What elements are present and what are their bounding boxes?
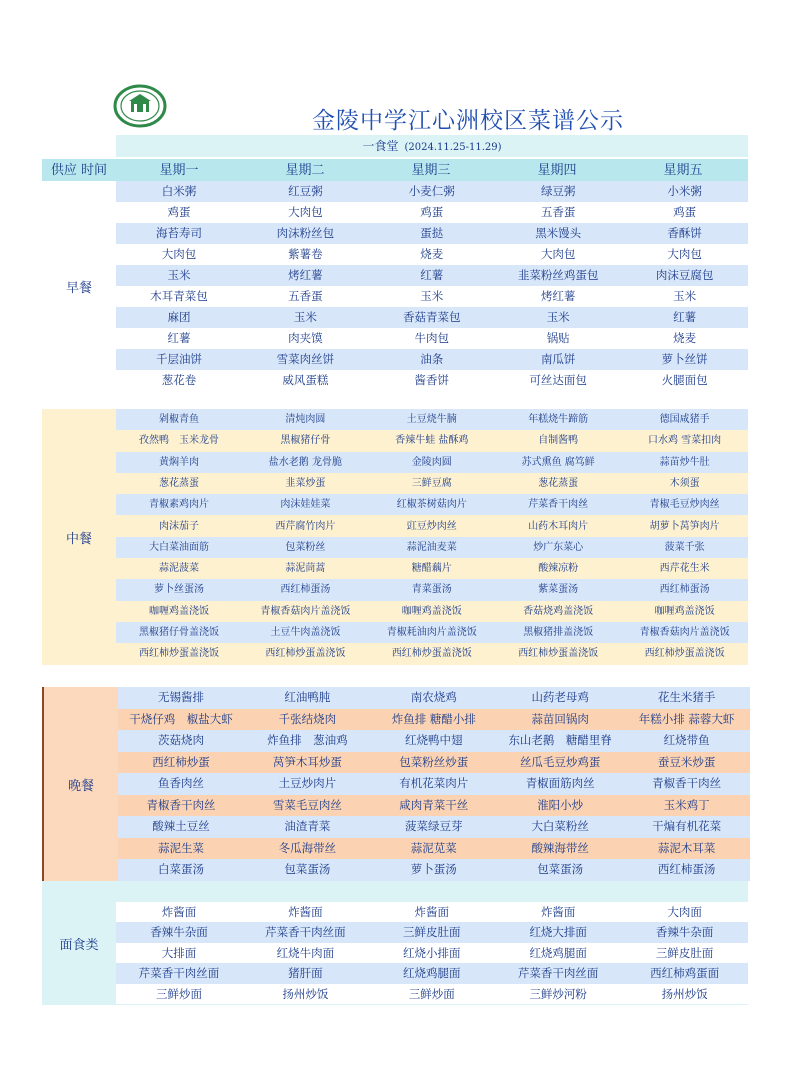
day-header-thu: 星期四 <box>537 163 577 178</box>
dish-cell-tue: 炸鱼排 葱油鸡 <box>267 733 348 747</box>
dish-cell-fri: 年糕小排 蒜蓉大虾 <box>638 711 735 726</box>
dish-cell-wed: 青菜蛋汤 <box>411 584 452 596</box>
dish-cell-wed: 青椒耗油肉片盖浇饭 <box>386 627 477 638</box>
dish-cell-thu: 丝瓜毛豆炒鸡蛋 <box>519 754 601 769</box>
dish-cell-mon: 肉沫茄子 <box>159 520 199 532</box>
menu-row <box>118 795 750 817</box>
menu-row <box>116 409 748 430</box>
dish-cell-tue: 韭菜炒蛋 <box>285 477 326 489</box>
menu-row <box>116 537 748 558</box>
dish-cell-tue: 紫薯卷 <box>288 247 323 261</box>
dish-cell-fri: 蒜苗炒牛肚 <box>659 456 710 468</box>
dish-cell-mon: 无锡酱排 <box>158 690 204 704</box>
dish-cell-fri: 三鲜皮肚面 <box>655 945 714 960</box>
dish-cell-fri: 西红柿鸡蛋面 <box>650 966 720 980</box>
dish-cell-mon: 黑椒猪仔骨盖浇饭 <box>139 627 219 638</box>
dish-cell-thu: 三鲜炒河粉 <box>529 986 587 1001</box>
menu-row <box>116 286 748 307</box>
dish-cell-wed: 红椒茶树菇肉片 <box>396 499 467 511</box>
dish-cell-wed: 金陵肉圆 <box>411 456 452 468</box>
dish-cell-tue: 玉米 <box>293 310 317 324</box>
dish-cell-mon: 炸酱面 <box>161 904 197 919</box>
dish-cell-thu: 蒜苗回锅肉 <box>531 711 589 726</box>
dish-cell-mon: 大排面 <box>161 945 197 960</box>
dish-cell-mon: 蒜泥生菜 <box>158 840 204 855</box>
dish-cell-wed: 土豆烧牛腩 <box>406 414 457 425</box>
dish-cell-thu: 苏式熏鱼 腐笃鲜 <box>521 456 595 468</box>
dish-cell-tue: 清炖肉圆 <box>285 414 326 425</box>
dish-cell-tue: 烤红薯 <box>288 268 323 282</box>
menu-row <box>116 244 748 265</box>
dish-cell-mon: 海苔寿司 <box>156 226 202 240</box>
dish-cell-mon: 芹菜香干肉丝面 <box>138 966 220 980</box>
menu-row <box>116 922 748 943</box>
dish-cell-fri: 青椒毛豆炒肉丝 <box>649 499 720 511</box>
dish-cell-tue: 西红柿炒蛋盖浇饭 <box>265 648 346 660</box>
school-logo <box>113 84 167 128</box>
dish-cell-tue: 红油鸭肫 <box>284 690 331 704</box>
dish-cell-thu: 黑椒猪排盖浇饭 <box>523 627 594 638</box>
dish-cell-fri: 大肉包 <box>667 247 702 261</box>
dish-cell-wed: 咖喱鸡盖浇饭 <box>401 605 462 617</box>
dish-cell-wed: 三鲜皮肚面 <box>403 925 461 939</box>
meal-label-breakfast: 早餐 <box>65 281 92 296</box>
dish-cell-tue: 土豆炒肉片 <box>278 776 337 790</box>
dish-cell-mon: 三鲜炒面 <box>156 986 202 1001</box>
menu-row <box>118 730 750 752</box>
dish-cell-fri: 小米粥 <box>667 184 702 198</box>
dish-cell-mon: 玉米 <box>167 268 191 282</box>
menu-row <box>116 430 748 451</box>
menu-row <box>116 601 748 622</box>
dish-cell-mon: 咖喱鸡盖浇饭 <box>149 605 209 617</box>
dish-cell-wed: 蒜泥苋菜 <box>410 840 457 855</box>
menu-row <box>116 452 748 473</box>
dish-cell-thu: 淮阳小炒 <box>537 797 584 812</box>
dish-cell-wed: 牛肉包 <box>414 331 450 345</box>
dish-cell-mon: 剁椒青鱼 <box>159 414 199 425</box>
dish-cell-tue: 包菜粉丝 <box>285 541 326 553</box>
dish-cell-thu: 年糕烧牛蹄筋 <box>528 414 589 425</box>
dish-cell-tue: 肉沫娃娃菜 <box>280 499 331 511</box>
menu-row <box>118 752 750 774</box>
dish-cell-tue: 炸酱面 <box>288 904 323 919</box>
dish-cell-mon: 鱼香肉丝 <box>158 776 204 790</box>
dish-cell-fri: 西芹花生米 <box>659 563 710 575</box>
dish-cell-wed: 红烧鸭中翅 <box>405 733 463 747</box>
dish-cell-fri: 红薯 <box>673 310 697 324</box>
dish-cell-fri: 蒜泥木耳菜 <box>657 840 716 855</box>
meal-label-noodle: 面食类 <box>59 938 99 953</box>
dish-cell-mon: 白菜蛋汤 <box>158 862 204 876</box>
menu-row <box>116 516 748 537</box>
dish-cell-tue: 五香蛋 <box>288 289 323 303</box>
dish-cell-tue: 芹菜香干肉丝面 <box>265 925 346 939</box>
dish-cell-wed: 蛋挞 <box>420 226 444 240</box>
dish-cell-tue: 红烧牛肉面 <box>276 945 335 960</box>
dish-cell-tue: 千张结烧肉 <box>278 711 337 726</box>
dish-cell-mon: 大肉包 <box>161 247 197 261</box>
dish-cell-wed: 炸酱面 <box>414 904 450 919</box>
dish-cell-mon: 西红柿炒蛋 <box>152 754 210 769</box>
dish-cell-thu: 香菇烧鸡盖浇饭 <box>523 605 594 617</box>
menu-row <box>118 773 750 795</box>
dish-cell-mon: 萝卜丝蛋汤 <box>154 584 204 596</box>
dish-cell-mon: 茨菇烧肉 <box>158 733 204 747</box>
dish-cell-wed: 三鲜炒面 <box>408 986 455 1001</box>
dish-cell-thu: 可丝达面包 <box>529 373 587 387</box>
dish-cell-mon: 黄焖羊肉 <box>159 456 199 468</box>
page-title: 金陵中学江心洲校区菜谱公示 <box>312 108 624 134</box>
dish-cell-thu: 芹菜香干肉丝面 <box>517 966 599 980</box>
dish-cell-thu: 紫菜蛋汤 <box>538 584 579 596</box>
dish-cell-fri: 大肉面 <box>667 904 702 919</box>
meal-label-dinner: 晚餐 <box>67 779 94 794</box>
dish-cell-tue: 西芹腐竹肉片 <box>275 520 336 532</box>
dish-cell-fri: 菠菜千张 <box>664 541 705 553</box>
dish-cell-mon: 白米粥 <box>161 184 197 198</box>
dish-cell-tue: 雪菜肉丝饼 <box>276 352 335 366</box>
dish-cell-wed: 烧麦 <box>420 247 444 261</box>
dish-cell-wed: 三鲜豆腐 <box>411 477 452 489</box>
dish-cell-tue: 红豆粥 <box>288 184 323 198</box>
dish-cell-tue: 冬瓜海带丝 <box>278 840 337 855</box>
menu-row <box>118 687 750 709</box>
meal-label-lunch: 中餐 <box>65 532 92 547</box>
menu-row <box>116 473 748 494</box>
dish-cell-tue: 盐水老鹅 龙骨脆 <box>268 456 342 468</box>
dish-cell-tue: 黑椒猪仔骨 <box>280 435 331 447</box>
dish-cell-tue: 油渣青菜 <box>284 819 331 833</box>
dish-cell-thu: 包菜蛋汤 <box>537 862 584 876</box>
dish-cell-thu: 红烧大排面 <box>529 925 587 939</box>
dish-cell-wed: 红烧小排面 <box>403 945 461 960</box>
menu-row <box>116 328 748 349</box>
dish-cell-mon: 青椒香干肉丝 <box>146 797 216 812</box>
supply-time-header: 供应 时间 <box>50 163 108 178</box>
menu-row <box>116 963 748 984</box>
menu-row <box>118 816 750 838</box>
dish-cell-mon: 孜然鸭 玉米龙骨 <box>139 435 219 447</box>
dish-cell-tue: 大肉包 <box>288 205 323 219</box>
menu-row <box>116 349 748 370</box>
dish-cell-fri: 花生米猪手 <box>657 690 716 704</box>
dish-cell-fri: 青椒香菇肉片盖浇饭 <box>639 627 730 638</box>
day-header-wed: 星期三 <box>411 163 451 178</box>
dish-cell-wed: 蒜泥油麦菜 <box>406 541 457 553</box>
dish-cell-mon: 木耳青菜包 <box>150 289 208 303</box>
dish-cell-thu: 东山老鹅 糖醋里脊 <box>508 733 612 747</box>
dish-cell-fri: 口水鸡 雪菜扣肉 <box>648 435 722 447</box>
dish-cell-thu: 葱花蒸蛋 <box>538 477 579 489</box>
dish-cell-fri: 扬州炒饭 <box>661 986 708 1001</box>
dish-cell-fri: 咖喱鸡盖浇饭 <box>654 605 715 617</box>
dish-cell-wed: 红薯 <box>420 268 444 282</box>
section-noodle <box>42 881 748 1005</box>
dish-cell-fri: 西红柿蛋汤 <box>657 862 716 876</box>
dish-cell-wed: 糖醋藕片 <box>411 563 452 575</box>
dish-cell-thu: 芹菜香干肉丝 <box>528 499 589 511</box>
dish-cell-fri: 西红柿炒蛋盖浇饭 <box>644 648 725 660</box>
dish-cell-fri: 红烧带鱼 <box>663 733 710 747</box>
dish-cell-fri: 香辣牛杂面 <box>655 925 714 939</box>
menu-row <box>118 709 750 731</box>
dish-cell-fri: 德国咸猪手 <box>659 414 710 425</box>
menu-row <box>116 181 748 202</box>
dish-cell-mon: 鸡蛋 <box>167 205 191 219</box>
menu-row <box>118 859 750 881</box>
dish-cell-wed: 香菇青菜包 <box>403 310 461 324</box>
dish-cell-thu: 绿豆粥 <box>540 184 576 198</box>
dish-cell-thu: 南瓜饼 <box>540 352 576 366</box>
dish-cell-wed: 炸鱼排 糖醋小排 <box>391 711 476 726</box>
day-header-tue: 星期二 <box>285 163 325 178</box>
dish-cell-tue: 莴笋木耳炒蛋 <box>272 754 342 769</box>
menu-row <box>116 494 748 515</box>
dish-cell-mon: 麻团 <box>167 310 191 324</box>
dish-cell-fri: 木须蛋 <box>669 477 700 489</box>
dish-cell-wed: 菠菜绿豆芽 <box>405 819 463 833</box>
dish-cell-fri: 鸡蛋 <box>673 205 697 219</box>
dish-cell-fri: 肉沫豆腐包 <box>655 268 714 282</box>
dish-cell-tue: 肉沫粉丝包 <box>276 226 335 240</box>
dish-cell-thu: 山药木耳肉片 <box>528 520 589 532</box>
dish-cell-mon: 大白菜油面筋 <box>149 541 209 553</box>
dish-cell-fri: 胡萝卜莴笋肉片 <box>649 520 720 532</box>
menu-row <box>116 202 748 223</box>
date-range: (2024.11.25-11.29) <box>404 142 502 153</box>
dish-cell-thu: 锅贴 <box>546 331 570 345</box>
dish-cell-wed: 小麦仁粥 <box>408 184 455 198</box>
dish-cell-fri: 干煸有机花菜 <box>652 819 722 833</box>
dish-cell-mon: 西红柿炒蛋盖浇饭 <box>139 648 219 660</box>
day-header-mon: 星期一 <box>159 163 199 178</box>
menu-row <box>116 223 748 244</box>
menu-row <box>118 838 750 860</box>
menu-row <box>116 265 748 286</box>
menu-row <box>116 579 748 600</box>
dish-cell-thu: 炸酱面 <box>540 904 576 919</box>
dish-cell-tue: 雪菜毛豆肉丝 <box>272 797 342 812</box>
dish-cell-thu: 韭菜粉丝鸡蛋包 <box>517 268 599 282</box>
dish-cell-thu: 酸辣海带丝 <box>531 840 589 855</box>
menu-row <box>116 307 748 328</box>
dish-cell-tue: 肉夹馍 <box>288 331 323 345</box>
dish-cell-wed: 红烧鸡腿面 <box>403 966 461 980</box>
dish-cell-wed: 酱香饼 <box>414 373 450 387</box>
dish-cell-mon: 红薯 <box>167 331 191 345</box>
dish-cell-fri: 玉米鸡丁 <box>663 797 710 812</box>
dish-cell-tue: 蒜泥茼蒿 <box>285 563 326 575</box>
dish-cell-tue: 西红柿蛋汤 <box>280 584 331 596</box>
dish-cell-wed: 咸肉青菜干丝 <box>399 797 469 812</box>
dish-cell-tue: 威风蛋糕 <box>282 373 329 387</box>
dish-cell-tue: 土豆牛肉盖浇饭 <box>270 627 341 638</box>
dish-cell-tue: 包菜蛋汤 <box>284 862 331 876</box>
dish-cell-fri: 蚕豆米炒蛋 <box>657 754 716 769</box>
day-header-fri: 星期五 <box>663 163 703 178</box>
dish-cell-mon: 香辣牛杂面 <box>150 925 208 939</box>
dish-cell-mon: 葱花蒸蛋 <box>159 477 199 489</box>
section-breakfast <box>42 181 748 391</box>
dish-cell-tue: 青椒香菇肉片盖浇饭 <box>260 605 351 617</box>
dish-cell-thu: 大白菜粉丝 <box>531 819 589 833</box>
dish-cell-thu: 自制酱鸭 <box>538 435 579 447</box>
dish-cell-thu: 酸辣凉粉 <box>538 563 579 575</box>
canteen-subtitle <box>116 135 748 157</box>
dish-cell-thu: 五香蛋 <box>540 205 576 219</box>
menu-row <box>116 370 748 391</box>
canteen-name: 一食堂 <box>362 139 399 153</box>
dish-cell-wed: 香辣牛蛙 盐酥鸡 <box>395 435 469 447</box>
dish-cell-thu: 黑米馒头 <box>535 226 582 240</box>
section-dinner <box>42 687 750 881</box>
dish-cell-wed: 萝卜蛋汤 <box>410 862 457 876</box>
dish-cell-wed: 西红柿炒蛋盖浇饭 <box>391 648 472 660</box>
dish-cell-thu: 青椒面筋肉丝 <box>525 776 595 790</box>
dish-cell-mon: 酸辣土豆丝 <box>152 819 210 833</box>
dish-cell-wed: 有机花菜肉片 <box>399 776 469 790</box>
dish-cell-thu: 炒广东菜心 <box>533 541 584 553</box>
dish-cell-mon: 千层油饼 <box>156 352 202 366</box>
menu-row <box>116 943 748 964</box>
section-lunch <box>42 409 748 665</box>
dish-cell-mon: 葱花卷 <box>161 373 197 387</box>
dish-cell-fri: 香酥饼 <box>667 226 702 240</box>
dish-cell-thu: 大肉包 <box>540 247 576 261</box>
dish-cell-tue: 猪肝面 <box>288 966 323 980</box>
menu-row <box>116 558 748 579</box>
dish-cell-fri: 萝卜丝饼 <box>661 352 708 366</box>
menu-row <box>116 622 748 643</box>
dish-cell-wed: 南农烧鸡 <box>410 690 457 704</box>
dish-cell-fri: 玉米 <box>673 289 697 303</box>
dish-cell-mon: 干烧仔鸡 椒盐大虾 <box>129 711 233 726</box>
dish-cell-fri: 西红柿蛋汤 <box>659 584 710 596</box>
dish-cell-thu: 玉米 <box>546 310 570 324</box>
dish-cell-wed: 豇豆炒肉丝 <box>406 520 457 532</box>
dish-cell-mon: 蒜泥菠菜 <box>159 563 199 575</box>
dish-cell-thu: 山药老母鸡 <box>531 690 589 704</box>
menu-row <box>116 881 748 902</box>
dish-cell-tue: 扬州炒饭 <box>282 986 329 1001</box>
dish-cell-wed: 鸡蛋 <box>420 205 444 219</box>
dish-cell-wed: 油条 <box>420 352 444 366</box>
dish-cell-wed: 玉米 <box>420 289 444 303</box>
dish-cell-fri: 烧麦 <box>673 331 697 345</box>
header-row <box>42 159 748 182</box>
dish-cell-mon: 青椒素鸡肉片 <box>149 499 209 511</box>
dish-cell-thu: 西红柿炒蛋盖浇饭 <box>518 648 599 660</box>
dish-cell-thu: 红烧鸡腿面 <box>529 945 587 960</box>
dish-cell-fri: 火腿面包 <box>661 373 708 387</box>
menu-row <box>116 902 748 923</box>
dish-cell-wed: 包菜粉丝炒蛋 <box>399 754 469 769</box>
dish-cell-thu: 烤红薯 <box>540 289 576 303</box>
menu-row <box>116 643 748 664</box>
menu-row <box>116 984 748 1005</box>
dish-cell-fri: 青椒香干肉丝 <box>652 776 722 790</box>
